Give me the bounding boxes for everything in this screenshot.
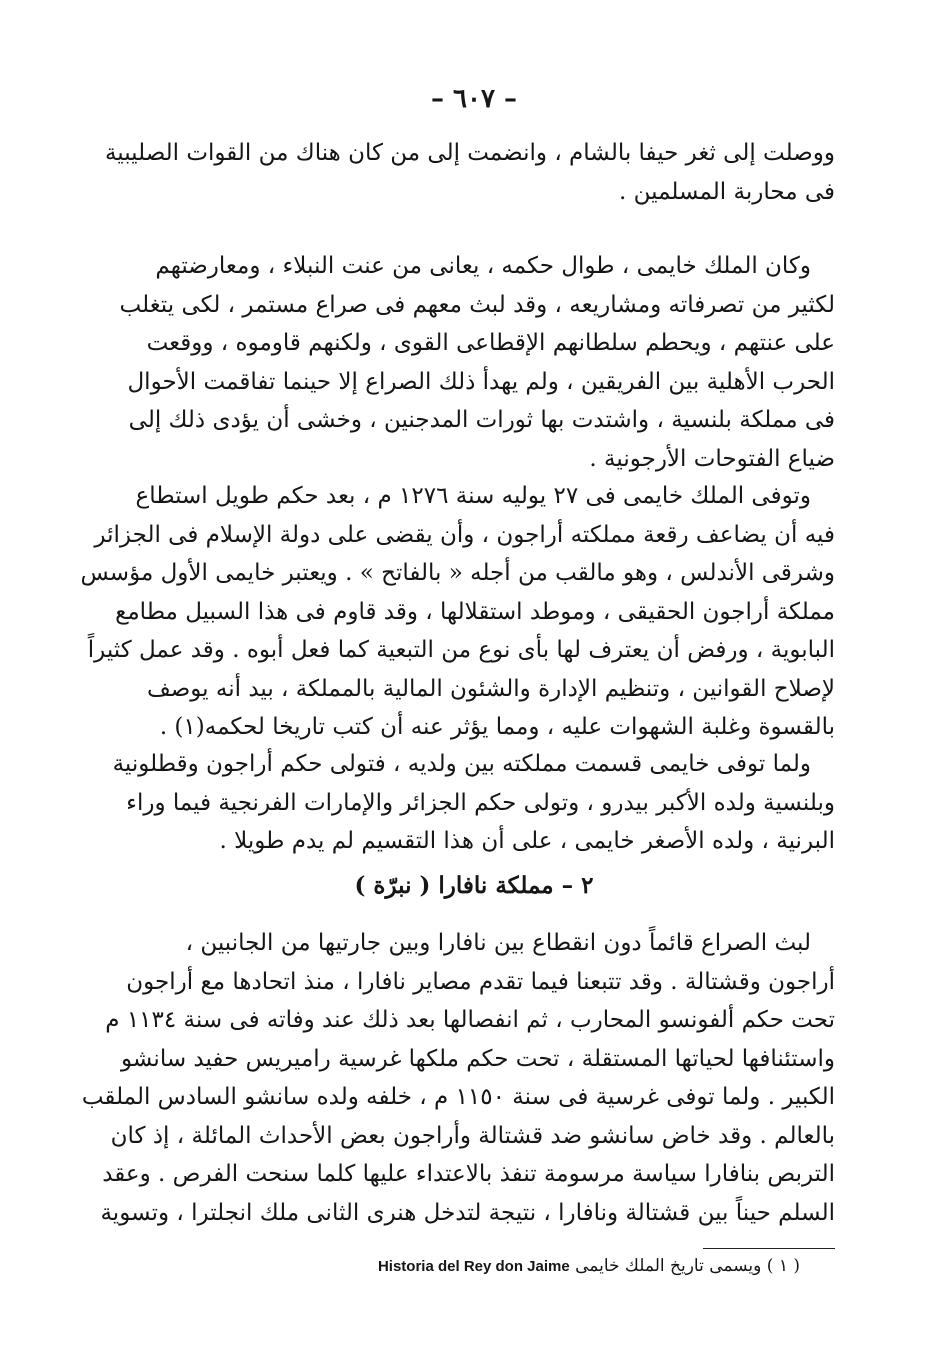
paragraph-3 <box>80 477 835 747</box>
text-line: واستئنافها لحياتها المستقلة ، تحت حكم ملكها غرسية راميريس حفيد سانشو <box>121 1045 835 1072</box>
footnote <box>300 1256 800 1276</box>
text-line: بالعالم . وقد خاض سانشو ضد قشتالة وأراجون بعض الأحداث المائلة ، إذ كان <box>110 1122 835 1149</box>
text-line: ووصلت إلى ثغر حيفا بالشام ، وانضمت إلى من كان هناك من القوات الصليبية <box>104 140 835 166</box>
page-number: – ٦٠٧ – <box>430 84 518 114</box>
footnote-latin-title: Historia del Rey don Jaime <box>377 1258 570 1275</box>
text-line: فى محاربة المسلمين . <box>619 178 835 205</box>
text-line: وكان الملك خايمى ، طوال حكمه ، يعانى من عنت النبلاء ، ومعارضتهم <box>155 253 811 279</box>
footnote-divider <box>703 1248 835 1249</box>
text-line: مملكة أراجون الحقيقى ، وموطد استقلالها ، وقد قاوم فى هذا السبيل مطامع <box>115 598 835 625</box>
text-line: فيه أن يضاعف رقعة مملكته أراجون ، وأن يقضى على دولة الإسلام فى الجزائر <box>94 521 835 548</box>
text-line: لإصلاح القوانين ، وتنظيم الإدارة والشئون المالية بالمملكة ، بيد أنه يوصف <box>146 675 835 702</box>
paragraph-2 <box>119 247 835 478</box>
text-line: لبث الصراع قائماً دون انقطاع بين نافارا وبين جارتيها من الجانبين ، <box>185 930 811 956</box>
text-line: أراجون وقشتالة . وقد تتبعنا فيما تقدم مصاير نافارا ، منذ اتحادها مع أراجون <box>126 968 835 995</box>
text-line: الحرب الأهلية بين الفريقين ، ولم يهدأ ذلك الصراع إلا حينما تفاقمت الأحوال <box>127 368 835 395</box>
text-line: السلم حيناً بين قشتالة ونافارا ، نتيجة لتدخل هنرى الثانى ملك انجلترا ، وتسوية <box>100 1199 835 1226</box>
text-line: وتوفى الملك خايمى فى ٢٧ يوليه سنة ١٢٧٦ م ، بعد حكم طويل استطاع <box>135 483 811 509</box>
paragraph-5 <box>81 924 835 1232</box>
text-line: بالقسوة وغلبة الشهوات عليه ، ومما يؤثر عنه أن كتب تاريخا لحكمه(١) . <box>159 714 835 740</box>
text-line: وبلنسية ولده الأكبر بيدرو ، وتولى حكم الجزائر والإمارات الفرنجية فيما وراء <box>126 789 835 816</box>
text-line: لكثير من تصرفاته ومشاريعه ، وقد لبث معهم فى صراع مستمر ، لكى يتغلب <box>119 291 835 318</box>
text-line: وشرقى الأندلس ، وهو مالقب من أجله « بالفاتح » . ويعتبر خايمى الأول مؤسس <box>80 560 835 586</box>
section-heading: ٢ – مملكة نافارا ( نبرّة ) <box>354 872 594 899</box>
text-line: البابوية ، ورفض أن يعترف لها بأى نوع من التبعية كما فعل أبوه . وقد عمل كثيراً <box>87 637 835 663</box>
footnote-arabic-text: ويسمى تاريخ الملك خايمى <box>575 1256 762 1276</box>
footnote-marker: ( ١ ) <box>766 1256 800 1276</box>
text-line: التربص بنافارا سياسة مرسومة تنفذ بالاعتداء عليها كلما سنحت الفرص . وعقد <box>102 1161 835 1187</box>
text-line: ضياع الفتوحات الأرجونية . <box>589 445 835 472</box>
paragraph-1 <box>104 134 835 211</box>
text-line: على عنتهم ، ويحطم سلطانهم الإقطاعى القوى ، ولكنهم قاوموه ، ووقعت <box>146 330 835 356</box>
text-line: البرنية ، ولده الأصغر خايمى ، على أن هذا التقسيم لم يدم طويلا . <box>219 828 835 854</box>
text-line: فى مملكة بلنسية ، واشتدت بها ثورات المدجنين ، وخشى أن يؤدى ذلك إلى <box>128 407 835 433</box>
paragraph-4 <box>112 745 835 861</box>
text-line: ولما توفى خايمى قسمت مملكته بين ولديه ، فتولى حكم أراجون وقطلونية <box>112 751 811 777</box>
text-line: تحت حكم ألفونسو المحارب ، ثم انفصالها بعد ذلك عند وفاته فى سنة ١١٣٤ م <box>105 1007 835 1033</box>
text-line: الكبير . ولما توفى غرسية فى سنة ١١٥٠ م ، خلفه ولده سانشو السادس الملقب <box>81 1084 835 1110</box>
